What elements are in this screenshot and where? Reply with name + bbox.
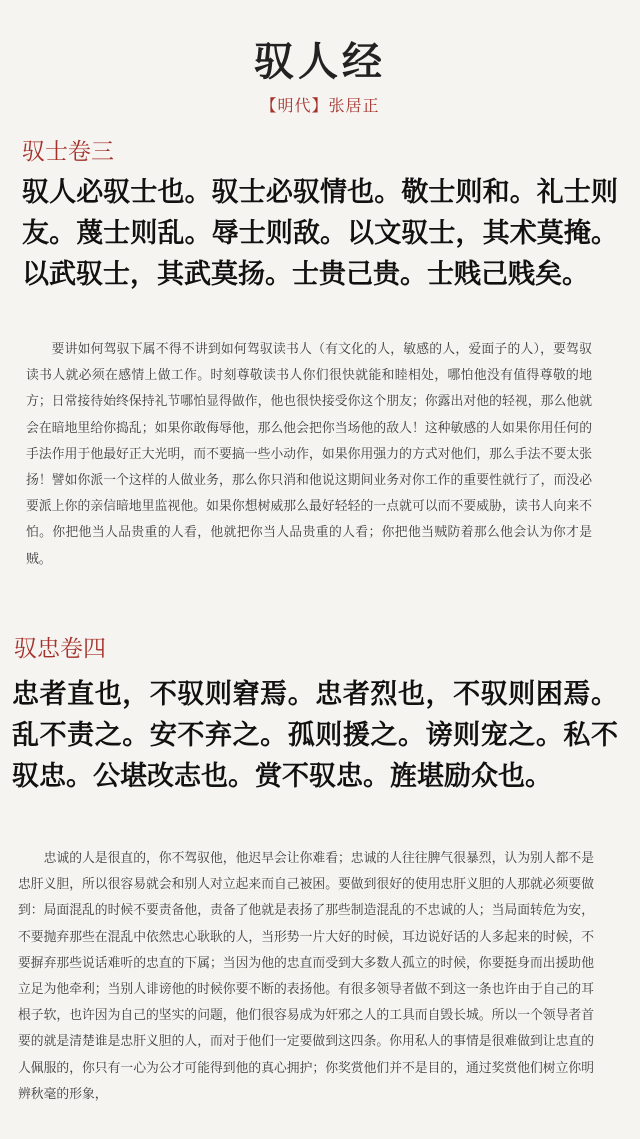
section-heading-yuzhong: 驭忠卷四 — [14, 636, 106, 662]
classic-text-yushi: 驭人必驭士也。驭士必驭情也。敬士则和。礼士则友。蔑士则乱。辱士则敌。以文驭士，其术莫掩。以武驭士，其武莫扬。士贵己贵。士贱己贱矣。 — [22, 177, 618, 290]
section-heading-yushi: 驭士卷三 — [22, 139, 114, 165]
commentary-yushi: 要讲如何驾驭下属不得不讲到如何驾驭读书人（有文化的人，敏感的人，爱面子的人），要驾驭读书人就必须在感情上做工作。时刻尊敬读书人你们很快就能和睦相处，哪怕他没有值得尊敬的地方；日常接待始终保持礼节哪怕显得做作，他也很快接受你这个朋友；你露出对他的轻视，那么他就会在暗地里给你捣乱；如果你敢侮辱他，那么他会把你当场他的敌人！这种敏感的人如果你用任何的手法作用于他最好正大光明，而不要搞一些小动作，如果你用强力的方式对他们，那么手法不要太张扬！譬如你派一个这样的人做业务，那么你只消和他说这期间业务对你工作的重要性就行了，而没必要派上你的亲信暗地里监视他。如果你想树威那么最好轻轻的一点就可以而不要威胁，读书人向来不怕。你把他当人品贵重的人看，他就把你当人品贵重的人看；你把他当贼防着那么他会认为你才是贼。 — [26, 342, 592, 567]
commentary-yuzhong: 忠诚的人是很直的，你不驾驭他，他迟早会让你难看；忠诚的人往往脾气很暴烈，认为别人都不是忠肝义胆，所以很容易就会和别人对立起来而自己被困。要做到很好的使用忠肝义胆的人那就必须要做到：局面混乱的时候不要责备他，责备了他就是表扬了那些制造混乱的不忠诚的人；当局面转危为安，不要抛弃那些在混乱中依然忠心耿耿的人，当形势一片大好的时候，耳边说好话的人多起来的时候，不要摒弃那些说话难听的忠直的下属；当因为他的忠直而受到大多数人孤立的时候，你要挺身而出援助他立足为他牵利；当别人诽谤他的时候你要不断的表扬他。有很多领导者做不到这一条也许由于自己的耳根子软，也许因为自己的坚实的问题，他们很容易成为奸邪之人的工具而自毁长城。所以一个领导者首要的就是清楚谁是忠肝义胆的人，而对于他们一定要做到这四条。你用私人的事情是很难做到让忠直的人佩服的，你只有一心为公才可能得到他的真心拥护；你奖赏他们并不是目的，通过奖赏他们树立你明辨秋毫的形象， — [18, 851, 594, 1102]
classic-text-yuzhong: 忠者直也，不驭则窘焉。忠者烈也，不驭则困焉。乱不责之。安不弃之。孤则援之。谤则宠之。私不驭忠。公堪改志也。赏不驭忠。旌堪励众也。 — [12, 679, 618, 792]
author-byline: 【明代】张居正 — [260, 96, 380, 115]
page-title: 驭人经 — [254, 38, 386, 85]
